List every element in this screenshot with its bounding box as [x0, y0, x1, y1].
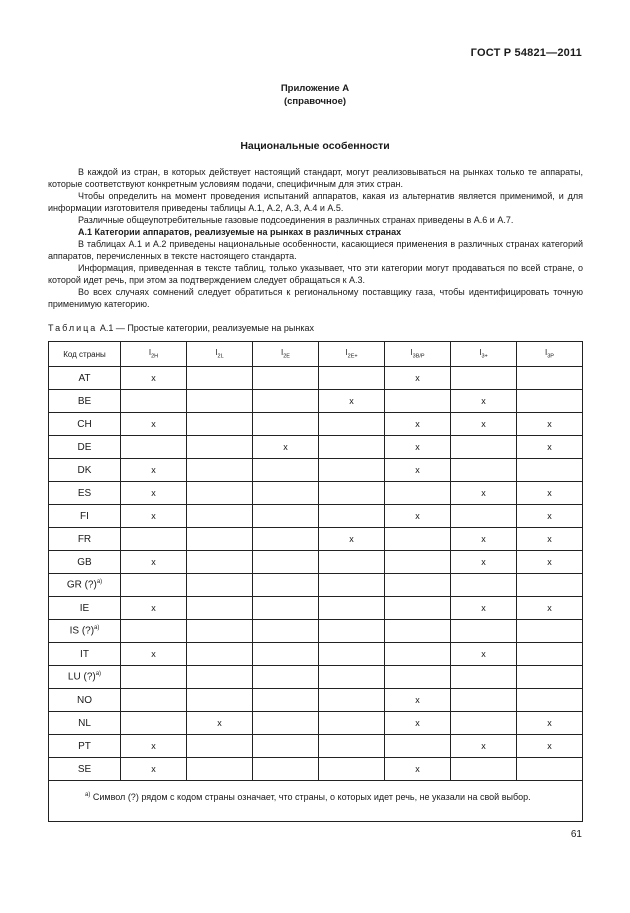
category-cell: x	[451, 482, 517, 505]
category-symbol: I	[479, 348, 482, 358]
section-title: Национальные особенности	[240, 140, 390, 152]
category-symbol: I	[345, 348, 348, 358]
category-cell: x	[385, 689, 451, 712]
table-row	[49, 758, 583, 781]
category-subscript: 2H	[151, 353, 159, 360]
category-subscript: 3B/P	[412, 353, 425, 360]
category-cell: x	[319, 390, 385, 413]
category-cell	[253, 689, 319, 712]
country-code: GB	[77, 556, 92, 568]
category-cell	[451, 459, 517, 482]
category-cell	[385, 528, 451, 551]
country-code-cell	[49, 643, 121, 666]
category-cell: x	[517, 735, 583, 758]
category-cell	[319, 758, 385, 781]
category-cell	[187, 689, 253, 712]
category-cell	[451, 758, 517, 781]
footnote-row	[49, 781, 583, 822]
paragraph: В таблицах А.1 и А.2 приведены национальные особенности, касающиеся применения в различных странах категорий аппаратов, перечисленных в тексте настоящего стандарта.	[48, 239, 583, 261]
table-row	[49, 413, 583, 436]
category-cell	[187, 459, 253, 482]
category-cell	[187, 413, 253, 436]
category-cell: x	[517, 413, 583, 436]
table-row	[49, 436, 583, 459]
country-code-cell	[49, 597, 121, 620]
category-cell: x	[385, 758, 451, 781]
country-code-cell	[49, 459, 121, 482]
category-cell	[319, 643, 385, 666]
country-code: SE	[77, 763, 92, 775]
category-cell: x	[517, 436, 583, 459]
category-cell: x	[517, 482, 583, 505]
category-cell: x	[451, 735, 517, 758]
table-row	[49, 528, 583, 551]
category-cell	[121, 620, 187, 643]
category-cell	[451, 574, 517, 597]
category-cell	[517, 666, 583, 689]
country-code-cell	[49, 574, 121, 597]
footnote-ref: a)	[96, 579, 103, 586]
category-cell: x	[121, 482, 187, 505]
category-cell	[319, 505, 385, 528]
header-category-7	[517, 342, 583, 367]
category-cell	[121, 712, 187, 735]
table-row	[49, 367, 583, 390]
category-cell	[187, 367, 253, 390]
paragraph: Чтобы определить на момент проведения испытаний аппаратов, какая из альтернатив является применимой, и для информации изготовителя приведены таблицы А.1, А.2, А.3, А.4 и А.5.	[48, 191, 583, 213]
category-cell: x	[517, 597, 583, 620]
category-cell	[253, 620, 319, 643]
standard-number: ГОСТ Р 54821—2011	[470, 47, 582, 59]
category-cell: x	[319, 528, 385, 551]
category-cell	[319, 413, 385, 436]
table-row	[49, 666, 583, 689]
category-cell	[253, 735, 319, 758]
country-code: IS (?)	[69, 625, 95, 637]
category-cell	[451, 620, 517, 643]
category-cell	[253, 551, 319, 574]
header-category-4	[319, 342, 385, 367]
category-cell: x	[451, 413, 517, 436]
category-cell	[517, 390, 583, 413]
category-symbol: I	[545, 348, 548, 358]
category-cell	[385, 735, 451, 758]
table-footnote	[49, 781, 583, 822]
category-cell: x	[187, 712, 253, 735]
country-code: CH	[77, 418, 92, 430]
category-cell	[253, 505, 319, 528]
category-cell	[517, 758, 583, 781]
category-cell: x	[451, 551, 517, 574]
category-cell	[319, 574, 385, 597]
category-cell	[517, 367, 583, 390]
category-cell	[451, 367, 517, 390]
category-cell: x	[451, 643, 517, 666]
category-cell	[253, 413, 319, 436]
category-cell	[517, 459, 583, 482]
category-cell	[451, 712, 517, 735]
table-row	[49, 689, 583, 712]
category-cell	[253, 712, 319, 735]
category-cell	[187, 735, 253, 758]
category-cell	[187, 482, 253, 505]
paragraph: В каждой из стран, в которых действует настоящий стандарт, могут реализовываться на рынках только те аппараты, которые соответствуют конкретным условиям подачи, специфичным для этих стран.	[48, 167, 583, 189]
category-subscript: 3+	[481, 353, 488, 360]
category-cell: x	[385, 367, 451, 390]
table-row	[49, 620, 583, 643]
category-cell	[517, 643, 583, 666]
country-code: GR (?)	[66, 579, 97, 591]
category-cell: x	[385, 505, 451, 528]
header-category-6	[451, 342, 517, 367]
category-cell	[187, 390, 253, 413]
category-cell: x	[385, 459, 451, 482]
category-cell	[451, 436, 517, 459]
table-caption-text: А.1 — Простые категории, реализуемые на рынках	[99, 323, 314, 333]
category-subscript: 2E+	[347, 353, 358, 360]
country-code-cell	[49, 551, 121, 574]
country-code: DK	[77, 464, 92, 476]
category-cell	[451, 689, 517, 712]
paragraph: Во всех случаях сомнений следует обратиться к региональному поставщику газа, чтобы идентифицировать точную применимую категорию.	[48, 287, 583, 309]
country-code: DE	[77, 441, 92, 453]
category-subscript: 2E	[283, 353, 290, 360]
table-row	[49, 390, 583, 413]
category-cell	[187, 528, 253, 551]
category-cell: x	[253, 436, 319, 459]
header-category-2	[187, 342, 253, 367]
subsection-heading: А.1 Категории аппаратов, реализуемые на рынках в различных странах	[78, 227, 402, 237]
country-code: NO	[77, 694, 92, 706]
country-code-cell	[49, 505, 121, 528]
category-cell	[121, 689, 187, 712]
category-cell: x	[121, 735, 187, 758]
category-cell	[187, 551, 253, 574]
category-cell	[253, 482, 319, 505]
category-cell	[385, 551, 451, 574]
category-cell	[187, 620, 253, 643]
header-category-5	[385, 342, 451, 367]
category-cell: x	[121, 758, 187, 781]
country-code-cell	[49, 712, 121, 735]
country-code-cell	[49, 390, 121, 413]
category-cell	[385, 482, 451, 505]
category-cell	[385, 666, 451, 689]
table-row	[49, 505, 583, 528]
footnote-text: Символ (?) рядом с кодом страны означает, что страны, о которых идет речь, не указали на свой выбор.	[92, 792, 531, 802]
category-cell: x	[385, 413, 451, 436]
category-cell	[319, 712, 385, 735]
category-cell	[121, 574, 187, 597]
country-code-cell	[49, 758, 121, 781]
category-cell	[187, 574, 253, 597]
table-row	[49, 597, 583, 620]
table-row	[49, 459, 583, 482]
categories-table	[48, 341, 583, 822]
category-cell	[385, 597, 451, 620]
country-code: IT	[80, 648, 89, 660]
category-cell: x	[517, 712, 583, 735]
category-cell	[319, 735, 385, 758]
category-cell	[253, 758, 319, 781]
country-code: FI	[80, 510, 89, 522]
body-text	[48, 166, 583, 310]
category-cell	[121, 666, 187, 689]
category-symbol: I	[215, 348, 218, 358]
paragraph: Различные общеупотребительные газовые подсоединения в различных странах приведены в А.6 и А.7.	[78, 215, 514, 225]
country-code-cell	[49, 413, 121, 436]
category-cell: x	[121, 413, 187, 436]
header-category-3	[253, 342, 319, 367]
category-cell: x	[451, 390, 517, 413]
category-cell	[517, 620, 583, 643]
category-cell: x	[121, 459, 187, 482]
header-country-code: Код страны	[49, 342, 121, 367]
category-subscript: 2L	[217, 353, 224, 360]
country-code-cell	[49, 666, 121, 689]
page-number: 61	[570, 829, 582, 840]
category-cell: x	[121, 367, 187, 390]
category-cell	[451, 666, 517, 689]
footnote-marker: а)	[85, 792, 91, 798]
category-cell	[319, 620, 385, 643]
category-cell	[121, 436, 187, 459]
table-row	[49, 551, 583, 574]
category-cell: x	[385, 436, 451, 459]
category-symbol: I	[410, 348, 413, 358]
category-cell: x	[517, 505, 583, 528]
category-cell: x	[121, 597, 187, 620]
table-row	[49, 574, 583, 597]
footnote-ref: a)	[94, 625, 100, 632]
category-cell	[253, 574, 319, 597]
category-cell	[319, 436, 385, 459]
category-cell: x	[517, 528, 583, 551]
category-cell	[121, 528, 187, 551]
category-cell: x	[517, 551, 583, 574]
category-symbol: I	[281, 348, 284, 358]
table-caption	[48, 323, 314, 333]
category-cell	[187, 597, 253, 620]
category-cell	[451, 505, 517, 528]
table-header-row	[49, 342, 583, 367]
country-code-cell	[49, 367, 121, 390]
category-cell	[517, 689, 583, 712]
country-code-cell	[49, 482, 121, 505]
country-code: FR	[77, 533, 92, 545]
category-cell	[385, 620, 451, 643]
category-cell: x	[121, 505, 187, 528]
country-code: PT	[78, 740, 91, 752]
country-code-cell	[49, 735, 121, 758]
appendix-title: Приложение А	[280, 83, 350, 94]
country-code-cell	[49, 528, 121, 551]
category-cell	[253, 459, 319, 482]
category-cell	[253, 666, 319, 689]
category-cell	[253, 528, 319, 551]
category-cell	[319, 689, 385, 712]
category-cell: x	[121, 643, 187, 666]
table-row	[49, 735, 583, 758]
category-cell	[517, 574, 583, 597]
country-code-cell	[49, 436, 121, 459]
category-cell	[253, 390, 319, 413]
country-code: NL	[78, 717, 91, 729]
category-cell	[187, 643, 253, 666]
country-code: BE	[77, 395, 92, 407]
category-cell	[385, 574, 451, 597]
category-cell	[187, 758, 253, 781]
category-cell	[253, 597, 319, 620]
category-cell	[187, 666, 253, 689]
category-cell	[319, 482, 385, 505]
category-cell	[319, 666, 385, 689]
country-code-cell	[49, 689, 121, 712]
category-cell	[385, 390, 451, 413]
category-cell	[319, 597, 385, 620]
country-code: AT	[78, 372, 91, 384]
category-subscript: 3P	[547, 353, 554, 360]
category-cell	[253, 643, 319, 666]
category-cell: x	[451, 528, 517, 551]
category-cell: x	[385, 712, 451, 735]
category-cell: x	[121, 551, 187, 574]
table-caption-word: Таблица	[48, 323, 98, 333]
table-row	[49, 712, 583, 735]
country-code-cell	[49, 620, 121, 643]
country-code: LU (?)	[67, 671, 96, 683]
table-row	[49, 482, 583, 505]
category-cell	[319, 459, 385, 482]
appendix-subtitle: (справочное)	[283, 96, 347, 107]
category-cell	[253, 367, 319, 390]
category-cell	[121, 390, 187, 413]
category-cell: x	[451, 597, 517, 620]
paragraph: Информация, приведенная в тексте таблиц, только указывает, что эти категории могут продаваться по всей стране, о которой идет речь, при этом за подтверждением следует обращаться к А.3.	[48, 263, 583, 285]
category-cell	[187, 505, 253, 528]
category-cell	[187, 436, 253, 459]
footnote-ref: a)	[95, 671, 102, 678]
category-cell	[385, 643, 451, 666]
category-symbol: I	[148, 348, 152, 358]
header-category-1	[121, 342, 187, 367]
country-code: IE	[79, 602, 90, 614]
table-row	[49, 643, 583, 666]
category-cell	[319, 551, 385, 574]
category-cell	[319, 367, 385, 390]
country-code: ES	[77, 487, 92, 499]
